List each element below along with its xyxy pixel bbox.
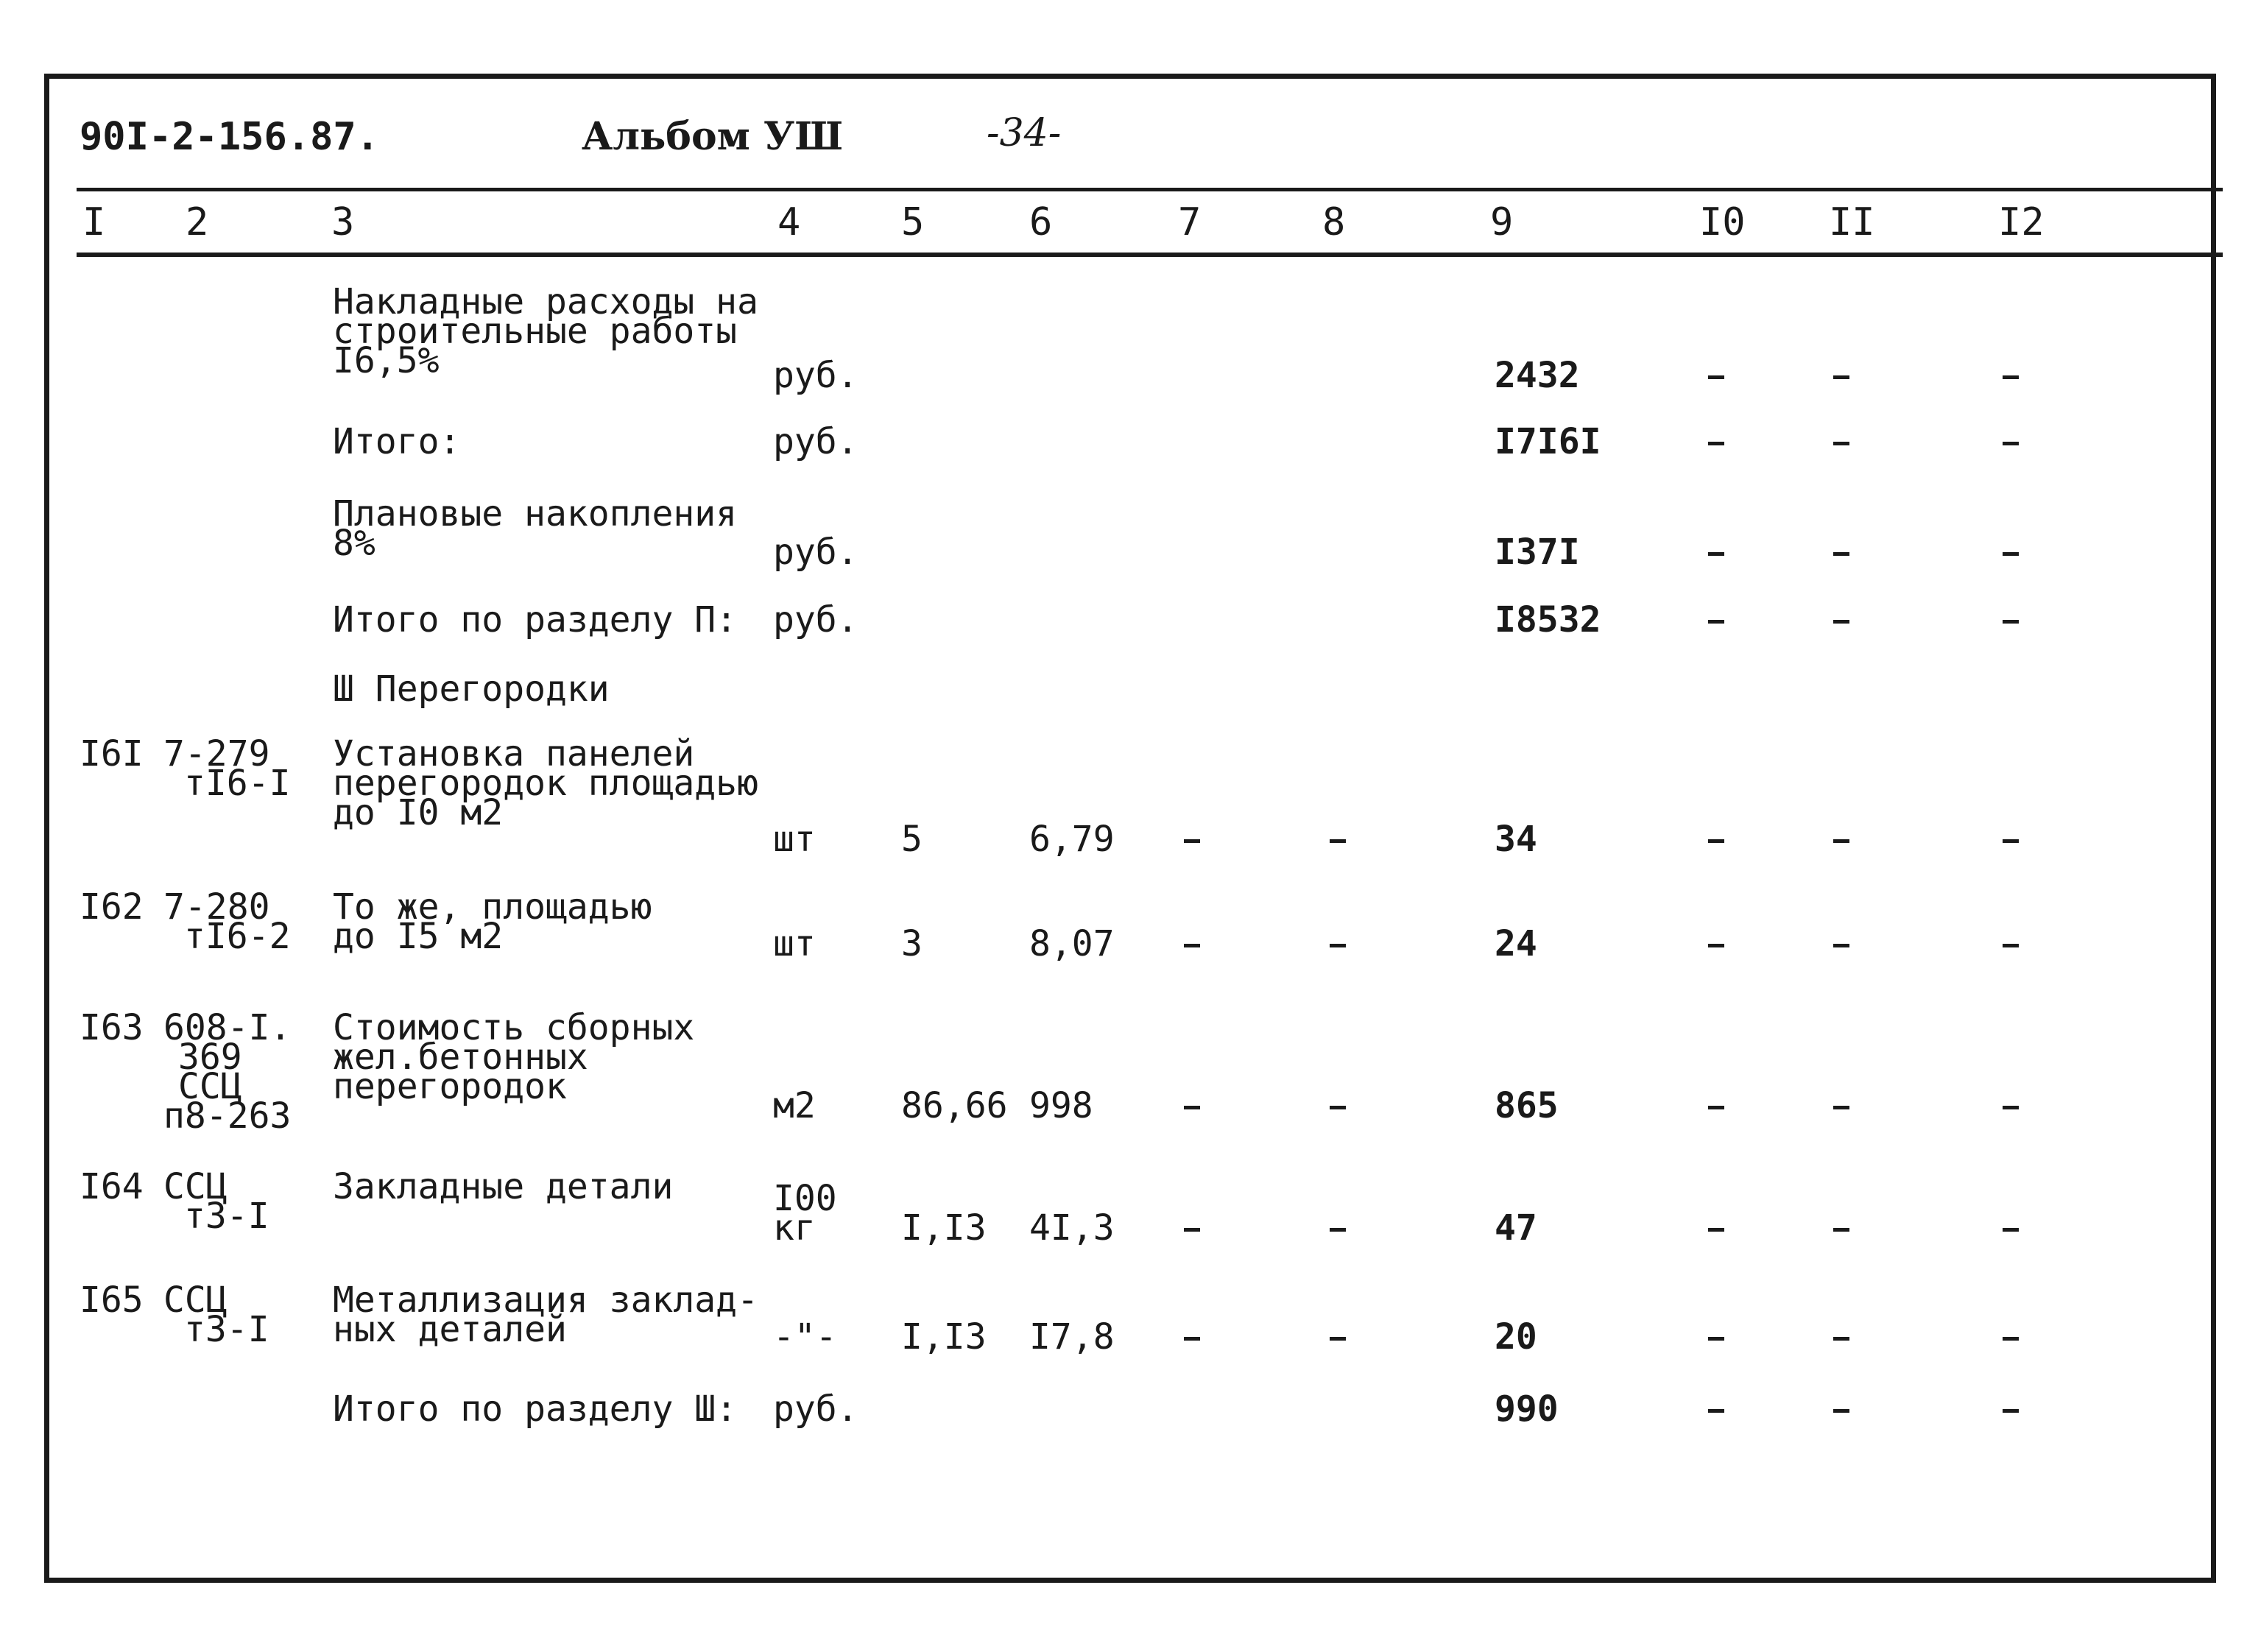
cell-c2: 608-I. (163, 1007, 292, 1048)
dash-c7 (1184, 944, 1200, 947)
dash-c10 (1708, 620, 1724, 624)
cell-c1: I65 (80, 1279, 144, 1321)
dash-c11 (1833, 839, 1849, 843)
cell-c1: I6I (80, 733, 144, 774)
cell-c6: 6,79 (1029, 819, 1115, 860)
cell-c9: 47 (1495, 1207, 1537, 1249)
dash-c10 (1708, 552, 1724, 556)
dash-c7 (1184, 839, 1200, 843)
cell-c3: строительные работы (333, 311, 738, 352)
column-header: 3 (331, 200, 355, 244)
column-header: 9 (1490, 200, 1514, 244)
cell-c9: 2432 (1495, 355, 1580, 396)
cell-c6: 4I,3 (1029, 1207, 1115, 1249)
dash-c7 (1184, 1337, 1200, 1341)
cell-c2: п8-263 (163, 1095, 292, 1137)
cell-c5: 5 (901, 819, 923, 860)
column-header: 8 (1322, 200, 1346, 244)
cell-c6: 8,07 (1029, 923, 1115, 964)
cell-c3: Закладные детали (333, 1166, 674, 1207)
dash-c10 (1708, 1228, 1724, 1232)
column-header: 5 (901, 200, 925, 244)
dash-c12 (2003, 1337, 2019, 1341)
cell-c5: 3 (901, 923, 923, 964)
cell-c4: руб. (773, 599, 858, 640)
cell-c3: Плановые накопления (333, 493, 738, 534)
cell-c3: 8% (333, 523, 375, 564)
cell-c9: 20 (1495, 1316, 1537, 1358)
cell-c3: Стоимость сборных (333, 1007, 695, 1048)
cell-c6: I7,8 (1029, 1316, 1115, 1358)
cell-c3: Итого по разделу Ш: (333, 1388, 738, 1430)
column-header: I (82, 200, 106, 244)
column-header-rule (77, 253, 2223, 257)
cell-c2: 7-280 (163, 886, 270, 928)
dash-c8 (1330, 1106, 1346, 1109)
dash-c10 (1708, 839, 1724, 843)
column-header: I0 (1699, 200, 1746, 244)
cell-c6: 998 (1029, 1085, 1093, 1126)
dash-c8 (1330, 1337, 1346, 1341)
dash-c8 (1330, 944, 1346, 947)
dash-c12 (2003, 375, 2019, 379)
cell-c4: кг (773, 1207, 816, 1249)
cell-c4: шт (773, 819, 816, 860)
dash-c7 (1184, 1228, 1200, 1232)
cell-c9: I7I6I (1495, 421, 1601, 462)
cell-c4: руб. (773, 355, 858, 396)
dash-c7 (1184, 1106, 1200, 1109)
cell-c4: руб. (773, 421, 858, 462)
cell-c3: до I5 м2 (333, 916, 504, 957)
cell-c1: I62 (80, 886, 144, 928)
cell-c9: 990 (1495, 1388, 1559, 1430)
cell-c3: То же, площадью (333, 886, 652, 928)
cell-c5: I,I3 (901, 1316, 987, 1358)
cell-c4: м2 (773, 1085, 816, 1126)
cell-c2: тI6-2 (184, 916, 291, 957)
cell-c2: тI6-I (184, 763, 291, 804)
cell-c3: Ш Перегородки (333, 668, 610, 710)
cell-c4: руб. (773, 532, 858, 573)
cell-c2: 7-279 (163, 733, 270, 774)
cell-c3: Металлизация заклад- (333, 1279, 758, 1321)
cell-c3: Установка панелей (333, 733, 695, 774)
column-header: 6 (1029, 200, 1053, 244)
dash-c11 (1833, 442, 1849, 445)
dash-c10 (1708, 1337, 1724, 1341)
cell-c3: Накладные расходы на (333, 281, 758, 322)
dash-c10 (1708, 442, 1724, 445)
dash-c12 (2003, 944, 2019, 947)
column-header: I2 (1998, 200, 2045, 244)
dash-c10 (1708, 944, 1724, 947)
dash-c11 (1833, 944, 1849, 947)
dash-c12 (2003, 1106, 2019, 1109)
cell-c2: т3-I (184, 1196, 269, 1237)
dash-c11 (1833, 1106, 1849, 1109)
dash-c10 (1708, 1409, 1724, 1413)
document-code: 90I-2-156.87. (80, 115, 379, 159)
cell-c4: шт (773, 923, 816, 964)
header-rule (77, 188, 2223, 191)
cell-c3: ных деталей (333, 1309, 567, 1350)
column-header: II (1829, 200, 1875, 244)
cell-c3: Итого: (333, 421, 461, 462)
cell-c9: I8532 (1495, 599, 1601, 640)
cell-c9: 24 (1495, 923, 1537, 964)
cell-c3: до I0 м2 (333, 792, 504, 833)
cell-c5: I,I3 (901, 1207, 987, 1249)
dash-c11 (1833, 1409, 1849, 1413)
cell-c2: ССЦ (163, 1166, 227, 1207)
cell-c1: I63 (80, 1007, 144, 1048)
column-header: 7 (1178, 200, 1202, 244)
cell-c2: т3-I (184, 1309, 269, 1350)
dash-c11 (1833, 375, 1849, 379)
cell-c2: ССЦ (163, 1279, 227, 1321)
page-number: -34- (987, 111, 1062, 155)
dash-c10 (1708, 375, 1724, 379)
dash-c12 (2003, 620, 2019, 624)
dash-c12 (2003, 1409, 2019, 1413)
cell-c1: I64 (80, 1166, 144, 1207)
cell-c3: перегородок (333, 1066, 567, 1107)
column-header: 4 (777, 200, 801, 244)
cell-c3: жел.бетонных (333, 1037, 588, 1078)
dash-c10 (1708, 1106, 1724, 1109)
cell-c9: 865 (1495, 1085, 1559, 1126)
dash-c12 (2003, 442, 2019, 445)
dash-c12 (2003, 1228, 2019, 1232)
dash-c11 (1833, 620, 1849, 624)
dash-c8 (1330, 839, 1346, 843)
dash-c11 (1833, 1228, 1849, 1232)
dash-c12 (2003, 839, 2019, 843)
dash-c12 (2003, 552, 2019, 556)
column-header: 2 (186, 200, 209, 244)
cell-c2: 369 (178, 1037, 242, 1078)
cell-c3: I6,5% (333, 340, 440, 381)
cell-c4: I00 (773, 1178, 837, 1219)
dash-c8 (1330, 1228, 1346, 1232)
cell-c2: ССЦ (178, 1066, 242, 1107)
cell-c5: 86,66 (901, 1085, 1008, 1126)
dash-c11 (1833, 552, 1849, 556)
album-title: Альбом УШ (582, 114, 844, 159)
cell-c3: перегородок площадью (333, 763, 758, 804)
cell-c9: 34 (1495, 819, 1537, 860)
cell-c4: руб. (773, 1388, 858, 1430)
cell-c4: -"- (773, 1316, 837, 1358)
cell-c3: Итого по разделу П: (333, 599, 738, 640)
dash-c11 (1833, 1337, 1849, 1341)
cell-c9: I37I (1495, 532, 1580, 573)
